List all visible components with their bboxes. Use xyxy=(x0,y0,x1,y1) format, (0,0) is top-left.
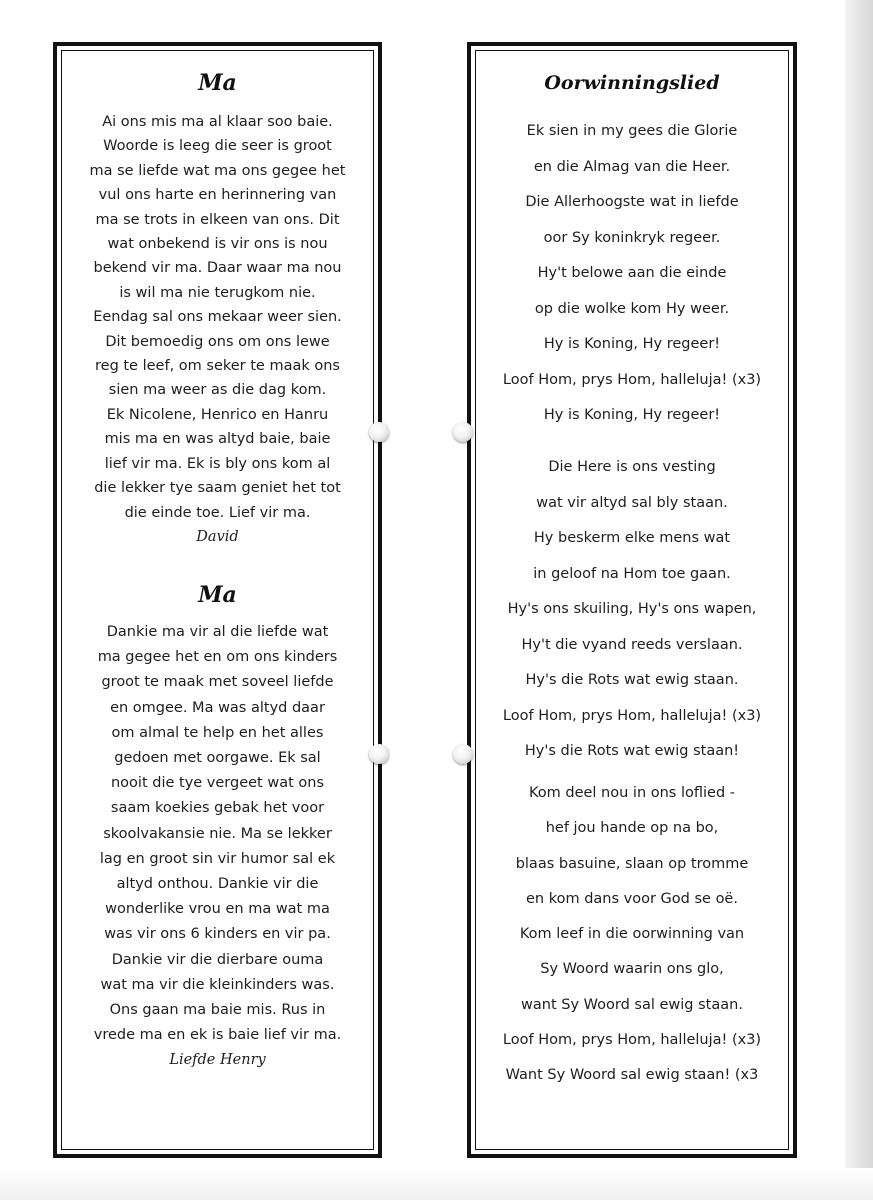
binding-hole xyxy=(369,422,389,442)
verse-line: Kom leef in die oorwinning van xyxy=(519,926,745,943)
ma-title-1: Ma xyxy=(198,70,237,96)
verse-3 xyxy=(483,776,781,1094)
text-line: saam koekies gebak het voor xyxy=(110,800,325,817)
text-line: gedoen met oorgawe. Ek sal xyxy=(114,750,321,767)
verse-line: wat vir altyd sal bly staan. xyxy=(536,494,728,511)
verse-line: Die Allerhoogste wat in liefde xyxy=(525,194,739,210)
left-panel-content xyxy=(69,58,366,1142)
verse-line: Sy Woord waarin ons glo, xyxy=(540,961,724,978)
text-line: wat ma vir die kleinkinders was. xyxy=(100,976,335,993)
verse-line: Hy's ons skuiling, Hy's ons wapen, xyxy=(507,601,757,617)
verse-line: Ek sien in my gees die Glorie xyxy=(526,123,738,139)
left-panel xyxy=(53,42,382,1158)
text-line: lag en groot sin vir humor sal ek xyxy=(99,850,336,867)
text-line: wonderlike vrou en ma wat ma xyxy=(105,901,330,918)
text-line: groot te maak met soveel liefde xyxy=(101,674,334,691)
verse-line: Die Here is ons vesting xyxy=(548,459,716,475)
verse-line: in geloof na Hom toe gaan. xyxy=(533,565,731,582)
text-line: Eendag sal ons mekaar weer sien. xyxy=(93,309,342,326)
verse-line: oor Sy koninkryk regeer. xyxy=(543,229,721,246)
binding-hole xyxy=(369,744,389,764)
right-panel-content xyxy=(483,58,781,1142)
page-bottom-shadow xyxy=(0,1168,873,1200)
page-edge-shadow xyxy=(845,0,873,1200)
verse-line: Hy is Koning, Hy regeer! xyxy=(543,407,721,423)
verse-line: Want Sy Woord sal ewig staan! (x3 xyxy=(505,1067,759,1084)
text-line: was vir ons 6 kinders en vir pa. xyxy=(104,926,331,943)
verse-line: op die wolke kom Hy weer. xyxy=(534,300,730,317)
signature-henry: Liefde Henry xyxy=(169,1052,266,1069)
song-title: Oorwinningslied xyxy=(544,72,720,94)
verse-line: want Sy Woord sal ewig staan. xyxy=(521,996,743,1013)
text-line: reg te leef, om seker te maak ons xyxy=(95,358,340,375)
ma-title-2: Ma xyxy=(198,582,237,608)
text-line: ma se liefde wat ma ons gegee het xyxy=(89,162,346,179)
tribute-david xyxy=(79,110,356,549)
text-line: bekend vir ma. Daar waar ma nou xyxy=(93,260,342,277)
binding-hole xyxy=(453,422,473,442)
text-line: mis ma en was altyd baie, baie xyxy=(104,431,331,448)
text-line: die lekker tye saam geniet het tot xyxy=(94,480,341,497)
text-line: is wil ma nie terugkom nie. xyxy=(119,284,316,301)
verse-line: Kom deel nou in ons loflied - xyxy=(528,785,736,801)
verse-line: Hy't die vyand reeds verslaan. xyxy=(521,636,743,653)
verse-line: hef jou hande op na bo, xyxy=(545,820,719,837)
text-line: vrede ma en ek is baie lief vir ma. xyxy=(93,1027,342,1044)
text-line: vul ons harte en herinnering van xyxy=(98,187,337,204)
tribute-henry xyxy=(79,620,356,1074)
text-line: altyd onthou. Dankie vir die xyxy=(116,876,319,893)
verse-1 xyxy=(483,114,781,434)
text-line: Dankie vir die dierbare ouma xyxy=(111,951,324,968)
verse-line: blaas basuine, slaan op tromme xyxy=(515,855,749,872)
verse-line: Loof Hom, prys Hom, halleluja! (x3) xyxy=(502,371,762,388)
text-line: Woorde is leeg die seer is groot xyxy=(103,138,332,155)
text-line: Dankie ma vir al die liefde wat xyxy=(106,624,329,640)
verse-2 xyxy=(483,450,781,770)
text-line: wat onbekend is vir ons is nou xyxy=(107,236,328,253)
text-line: die einde toe. Lief vir ma. xyxy=(124,504,311,521)
verse-line: Loof Hom, prys Hom, halleluja! (x3) xyxy=(502,707,762,724)
text-line: Ek Nicolene, Henrico en Hanru xyxy=(106,406,329,423)
verse-line: en die Almag van die Heer. xyxy=(533,158,731,175)
verse-line: Hy is Koning, Hy regeer! xyxy=(543,336,721,352)
text-line: Dit bemoedig ons om ons lewe xyxy=(105,333,330,350)
verse-line: Hy's die Rots wat ewig staan. xyxy=(525,672,739,688)
right-panel xyxy=(467,42,797,1158)
binding-hole xyxy=(453,744,473,764)
text-line: en omgee. Ma was altyd daar xyxy=(110,699,325,716)
verse-line: Loof Hom, prys Hom, halleluja! (x3) xyxy=(502,1032,762,1049)
text-line: nooit die tye vergeet wat ons xyxy=(110,775,325,792)
text-line: Ons gaan ma baie mis. Rus in xyxy=(109,1002,326,1019)
signature-david: David xyxy=(196,528,239,545)
text-line: ma gegee het en om ons kinders xyxy=(97,649,338,666)
text-line: skoolvakansie nie. Ma se lekker xyxy=(103,825,332,842)
verse-line: en kom dans voor God se oë. xyxy=(526,890,738,907)
text-line: ma se trots in elkeen van ons. Dit xyxy=(95,211,340,228)
verse-line: Hy't belowe aan die einde xyxy=(537,265,727,281)
verse-line: Hy beskerm elke mens wat xyxy=(533,530,731,546)
text-line: Ai ons mis ma al klaar soo baie. xyxy=(102,114,333,130)
text-line: lief vir ma. Ek is bly ons kom al xyxy=(104,455,331,472)
text-line: om almal te help en het alles xyxy=(111,724,324,741)
text-line: sien ma weer as die dag kom. xyxy=(108,382,327,399)
verse-line: Hy's die Rots wat ewig staan! xyxy=(524,743,740,759)
